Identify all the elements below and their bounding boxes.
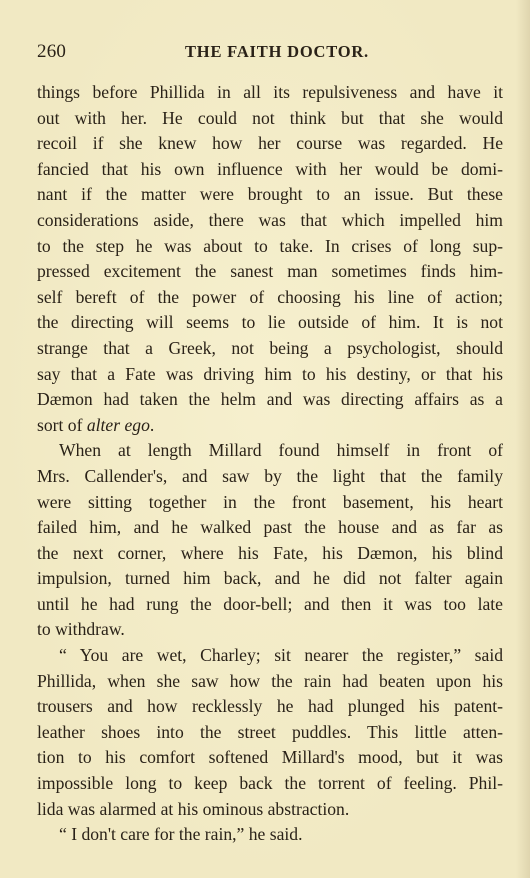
text-line: “ You are wet, Charley; sit nearer the register,” said: [59, 645, 503, 666]
body-text: [37, 80, 503, 848]
running-title: THE FAITH DOCTOR.: [185, 42, 369, 61]
page-edge-shadow: [516, 0, 530, 878]
text-segment: sort of: [37, 414, 87, 435]
text-segment: .: [149, 414, 155, 435]
text-line: say that a Fate was driving him to his destiny, or that his: [37, 363, 503, 384]
text-line: things before Phillida in all its repulsiveness and have it: [37, 82, 503, 102]
text-line: the next corner, where his Fate, his Dæmon, his blind: [37, 542, 503, 563]
text-line: out with her. He could not think but that she would: [37, 107, 503, 128]
text-line: until he had rung the door-bell; and then it was too late: [37, 593, 503, 614]
text-line: considerations aside, there was that which impelled him: [37, 209, 503, 230]
text-line: tion to his comfort softened Millard's mood, but it was: [37, 747, 503, 768]
page-header: [37, 41, 503, 65]
text-line: impossible long to keep back the torrent of feeling. Phil-: [37, 773, 503, 794]
text-line: Mrs. Callender's, and saw by the light that the family: [37, 465, 503, 486]
text-line: “ I don't care for the rain,” he said.: [59, 824, 303, 845]
text-line: pressed excitement the sanest man sometimes finds him-: [37, 261, 503, 282]
text-line: impulsion, turned him back, and he did not falter again: [37, 568, 503, 589]
page-number: 260: [37, 41, 67, 62]
text-line: Dæmon had taken the helm and was directing affairs as a: [37, 389, 503, 410]
text-line: self bereft of the power of choosing his line of action;: [37, 286, 503, 307]
text-line: were sitting together in the front basement, his heart: [37, 491, 503, 512]
text-line: Phillida, when she saw how the rain had beaten upon his: [37, 670, 503, 691]
text-line: lida was alarmed at his ominous abstraction.: [37, 798, 350, 819]
text-line: failed him, and he walked past the house and as far as: [37, 517, 503, 538]
text-line: leather shoes into the street puddles. This little atten-: [37, 721, 503, 742]
text-line: When at length Millard found himself in front of: [59, 440, 503, 461]
text-line: to the step he was about to take. In crises of long sup-: [37, 235, 503, 256]
text-line: fancied that his own influence with her would be domi-: [37, 158, 503, 179]
text-line: recoil if she knew how her course was regarded. He: [37, 133, 503, 154]
text-line: [37, 413, 503, 439]
text-line: the directing will seems to lie outside of him. It is not: [37, 312, 503, 333]
text-line: strange that a Greek, not being a psychologist, should: [37, 337, 503, 358]
text-line: trousers and how recklessly he had plunged his patent-: [37, 696, 503, 717]
italic-phrase: alter ego: [86, 414, 150, 435]
text-line: to withdraw.: [37, 619, 125, 640]
text-line: nant if the matter were brought to an issue. But these: [37, 184, 503, 205]
